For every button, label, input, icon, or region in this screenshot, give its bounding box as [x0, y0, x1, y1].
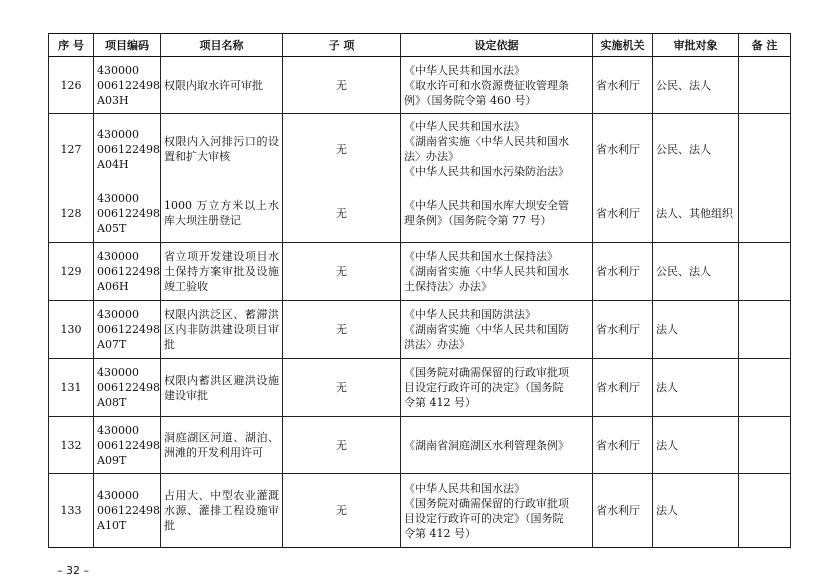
row-number: 128 [49, 185, 94, 243]
item-code-line: A06H [97, 280, 129, 293]
remarks [739, 359, 791, 417]
table-row [49, 57, 791, 114]
header-basis: 设定依据 [401, 34, 593, 57]
legal-basis [401, 57, 593, 114]
approval-target: 法人、其他组织 [653, 185, 739, 243]
sub-item: 无 [283, 243, 401, 301]
item-code-line: 430000 [97, 366, 139, 379]
implementing-agency: 省水利厅 [593, 359, 653, 417]
legal-basis [401, 185, 593, 243]
item-code-line: 006122498 [97, 206, 160, 220]
legal-basis [401, 243, 593, 301]
item-name: 权限内入河排污口的设置和扩大审核 [161, 114, 283, 185]
table-header-row [49, 34, 791, 57]
legal-basis [401, 301, 593, 359]
remarks [739, 114, 791, 185]
sub-item: 无 [283, 57, 401, 114]
legal-basis-line: 《湖南省实施〈中华人民共和国水 [404, 265, 569, 278]
row-number: 127 [49, 114, 94, 185]
item-code-line: 430000 [97, 127, 139, 141]
legal-basis-line: 例》（国务院令第 460 号） [404, 93, 537, 107]
legal-basis-line: 《湖南省洞庭湖区水利管理条例》 [404, 438, 569, 452]
header-code: 项目编码 [94, 34, 161, 57]
legal-basis-line: 《中华人民共和国水土保持法》 [404, 250, 558, 263]
table-row [49, 114, 791, 185]
legal-basis-line: 《湖南省实施〈中华人民共和国水 [404, 135, 569, 149]
header-org: 实施机关 [593, 34, 653, 57]
sub-item: 无 [283, 185, 401, 243]
header-no: 序 号 [49, 34, 94, 57]
header-name: 项目名称 [161, 34, 283, 57]
remarks [739, 243, 791, 301]
implementing-agency: 省水利厅 [593, 474, 653, 548]
item-code-line: 430000 [97, 308, 139, 321]
item-code-line: A04H [97, 157, 129, 171]
legal-basis-line: 《中华人民共和国水污染防治法》 [404, 165, 569, 179]
approval-items-table [48, 33, 791, 548]
item-code-line: A05T [97, 221, 127, 235]
implementing-agency: 省水利厅 [593, 301, 653, 359]
item-code-line: 006122498 [97, 265, 160, 278]
item-code [94, 417, 161, 474]
legal-basis-line: 《国务院对确需保留的行政审批项 [404, 496, 569, 510]
legal-basis-line: 《国务院对确需保留的行政审批项 [404, 366, 569, 379]
approval-target: 公民、法人 [653, 57, 739, 114]
legal-basis-line: 理条例》（国务院令第 77 号） [404, 214, 552, 228]
approval-target: 法人 [653, 417, 739, 474]
row-number: 130 [49, 301, 94, 359]
table-row [49, 243, 791, 301]
item-name: 1000 万立方米以上水库大坝注册登记 [161, 185, 283, 243]
legal-basis-line: 《中华人民共和国水库大坝安全管 [404, 199, 569, 213]
item-code [94, 185, 161, 243]
item-code-line: 430000 [97, 250, 139, 263]
legal-basis-line: 《中华人民共和国水法》 [404, 63, 525, 77]
row-number: 131 [49, 359, 94, 417]
item-name: 洞庭湖区河道、湖泊、洲滩的开发利用许可 [161, 417, 283, 474]
implementing-agency: 省水利厅 [593, 114, 653, 185]
approval-target: 法人 [653, 359, 739, 417]
item-code-line: A08T [97, 396, 127, 409]
legal-basis [401, 114, 593, 185]
legal-basis-line: 《中华人民共和国水法》 [404, 120, 525, 134]
table-row [49, 417, 791, 474]
legal-basis-line: 法〉办法》 [404, 150, 459, 164]
approval-target: 公民、法人 [653, 114, 739, 185]
item-code-line: A09T [97, 453, 127, 467]
row-number: 132 [49, 417, 94, 474]
table-row [49, 359, 791, 417]
sub-item: 无 [283, 359, 401, 417]
page-number: – 32 – [57, 564, 89, 577]
remarks [739, 474, 791, 548]
legal-basis-line: 令第 412 号） [404, 396, 476, 409]
item-code [94, 57, 161, 114]
legal-basis [401, 474, 593, 548]
row-number: 129 [49, 243, 94, 301]
legal-basis-line: 目设定行政许可的决定》（国务院 [404, 381, 564, 394]
item-code-line: 430000 [97, 63, 139, 77]
table-row [49, 185, 791, 243]
item-code [94, 474, 161, 548]
approval-target: 公民、法人 [653, 243, 739, 301]
sub-item: 无 [283, 114, 401, 185]
item-code-line: 430000 [97, 191, 139, 205]
item-code-line: 430000 [97, 423, 139, 437]
row-number: 126 [49, 57, 94, 114]
item-code-line: 006122498 [97, 142, 160, 156]
remarks [739, 57, 791, 114]
table-row [49, 301, 791, 359]
legal-basis-line: 《中华人民共和国防洪法》 [404, 308, 536, 321]
header-sub: 子 项 [283, 34, 401, 57]
implementing-agency: 省水利厅 [593, 243, 653, 301]
approval-target: 法人 [653, 474, 739, 548]
item-code [94, 359, 161, 417]
table-row [49, 474, 791, 548]
row-number: 133 [49, 474, 94, 548]
item-code-line: A07T [97, 338, 127, 351]
header-note: 备 注 [739, 34, 791, 57]
legal-basis [401, 417, 593, 474]
remarks [739, 185, 791, 243]
item-code [94, 301, 161, 359]
legal-basis-line: 洪法〉办法》 [404, 338, 470, 351]
legal-basis-line: 《中华人民共和国水法》 [404, 481, 525, 495]
item-code-line: A03H [97, 93, 129, 107]
legal-basis-line: 《取水许可和水资源费征收管理条 [404, 78, 569, 92]
item-code [94, 243, 161, 301]
implementing-agency: 省水利厅 [593, 57, 653, 114]
item-code-line: A10T [97, 519, 127, 532]
header-obj: 审批对象 [653, 34, 739, 57]
sub-item: 无 [283, 474, 401, 548]
legal-basis-line: 令第 412 号） [404, 526, 476, 540]
implementing-agency: 省水利厅 [593, 417, 653, 474]
item-code-line: 430000 [97, 489, 139, 502]
legal-basis [401, 359, 593, 417]
legal-basis-line: 目设定行政许可的决定》（国务院 [404, 511, 564, 525]
remarks [739, 417, 791, 474]
item-name: 权限内取水许可审批 [161, 57, 283, 114]
legal-basis-line: 《湖南省实施〈中华人民共和国防 [404, 323, 569, 336]
approval-target: 法人 [653, 301, 739, 359]
implementing-agency: 省水利厅 [593, 185, 653, 243]
item-name: 权限内蓄洪区避洪设施建设审批 [161, 359, 283, 417]
item-name: 省立项开发建设项目水土保持方案审批及设施竣工验收 [161, 243, 283, 301]
item-code-line: 006122498 [97, 78, 160, 92]
item-code-line: 006122498 [97, 504, 160, 517]
legal-basis-line: 土保持法〉办法》 [404, 280, 492, 293]
item-name: 权限内洪泛区、蓄滞洪区内非防洪建设项目审批 [161, 301, 283, 359]
item-name: 占用大、中型农业灌溉水源、灌排工程设施审批 [161, 474, 283, 548]
item-code [94, 114, 161, 185]
item-code-line: 006122498 [97, 438, 160, 452]
item-code-line: 006122498 [97, 323, 160, 336]
sub-item: 无 [283, 301, 401, 359]
remarks [739, 301, 791, 359]
item-code-line: 006122498 [97, 381, 160, 394]
sub-item: 无 [283, 417, 401, 474]
